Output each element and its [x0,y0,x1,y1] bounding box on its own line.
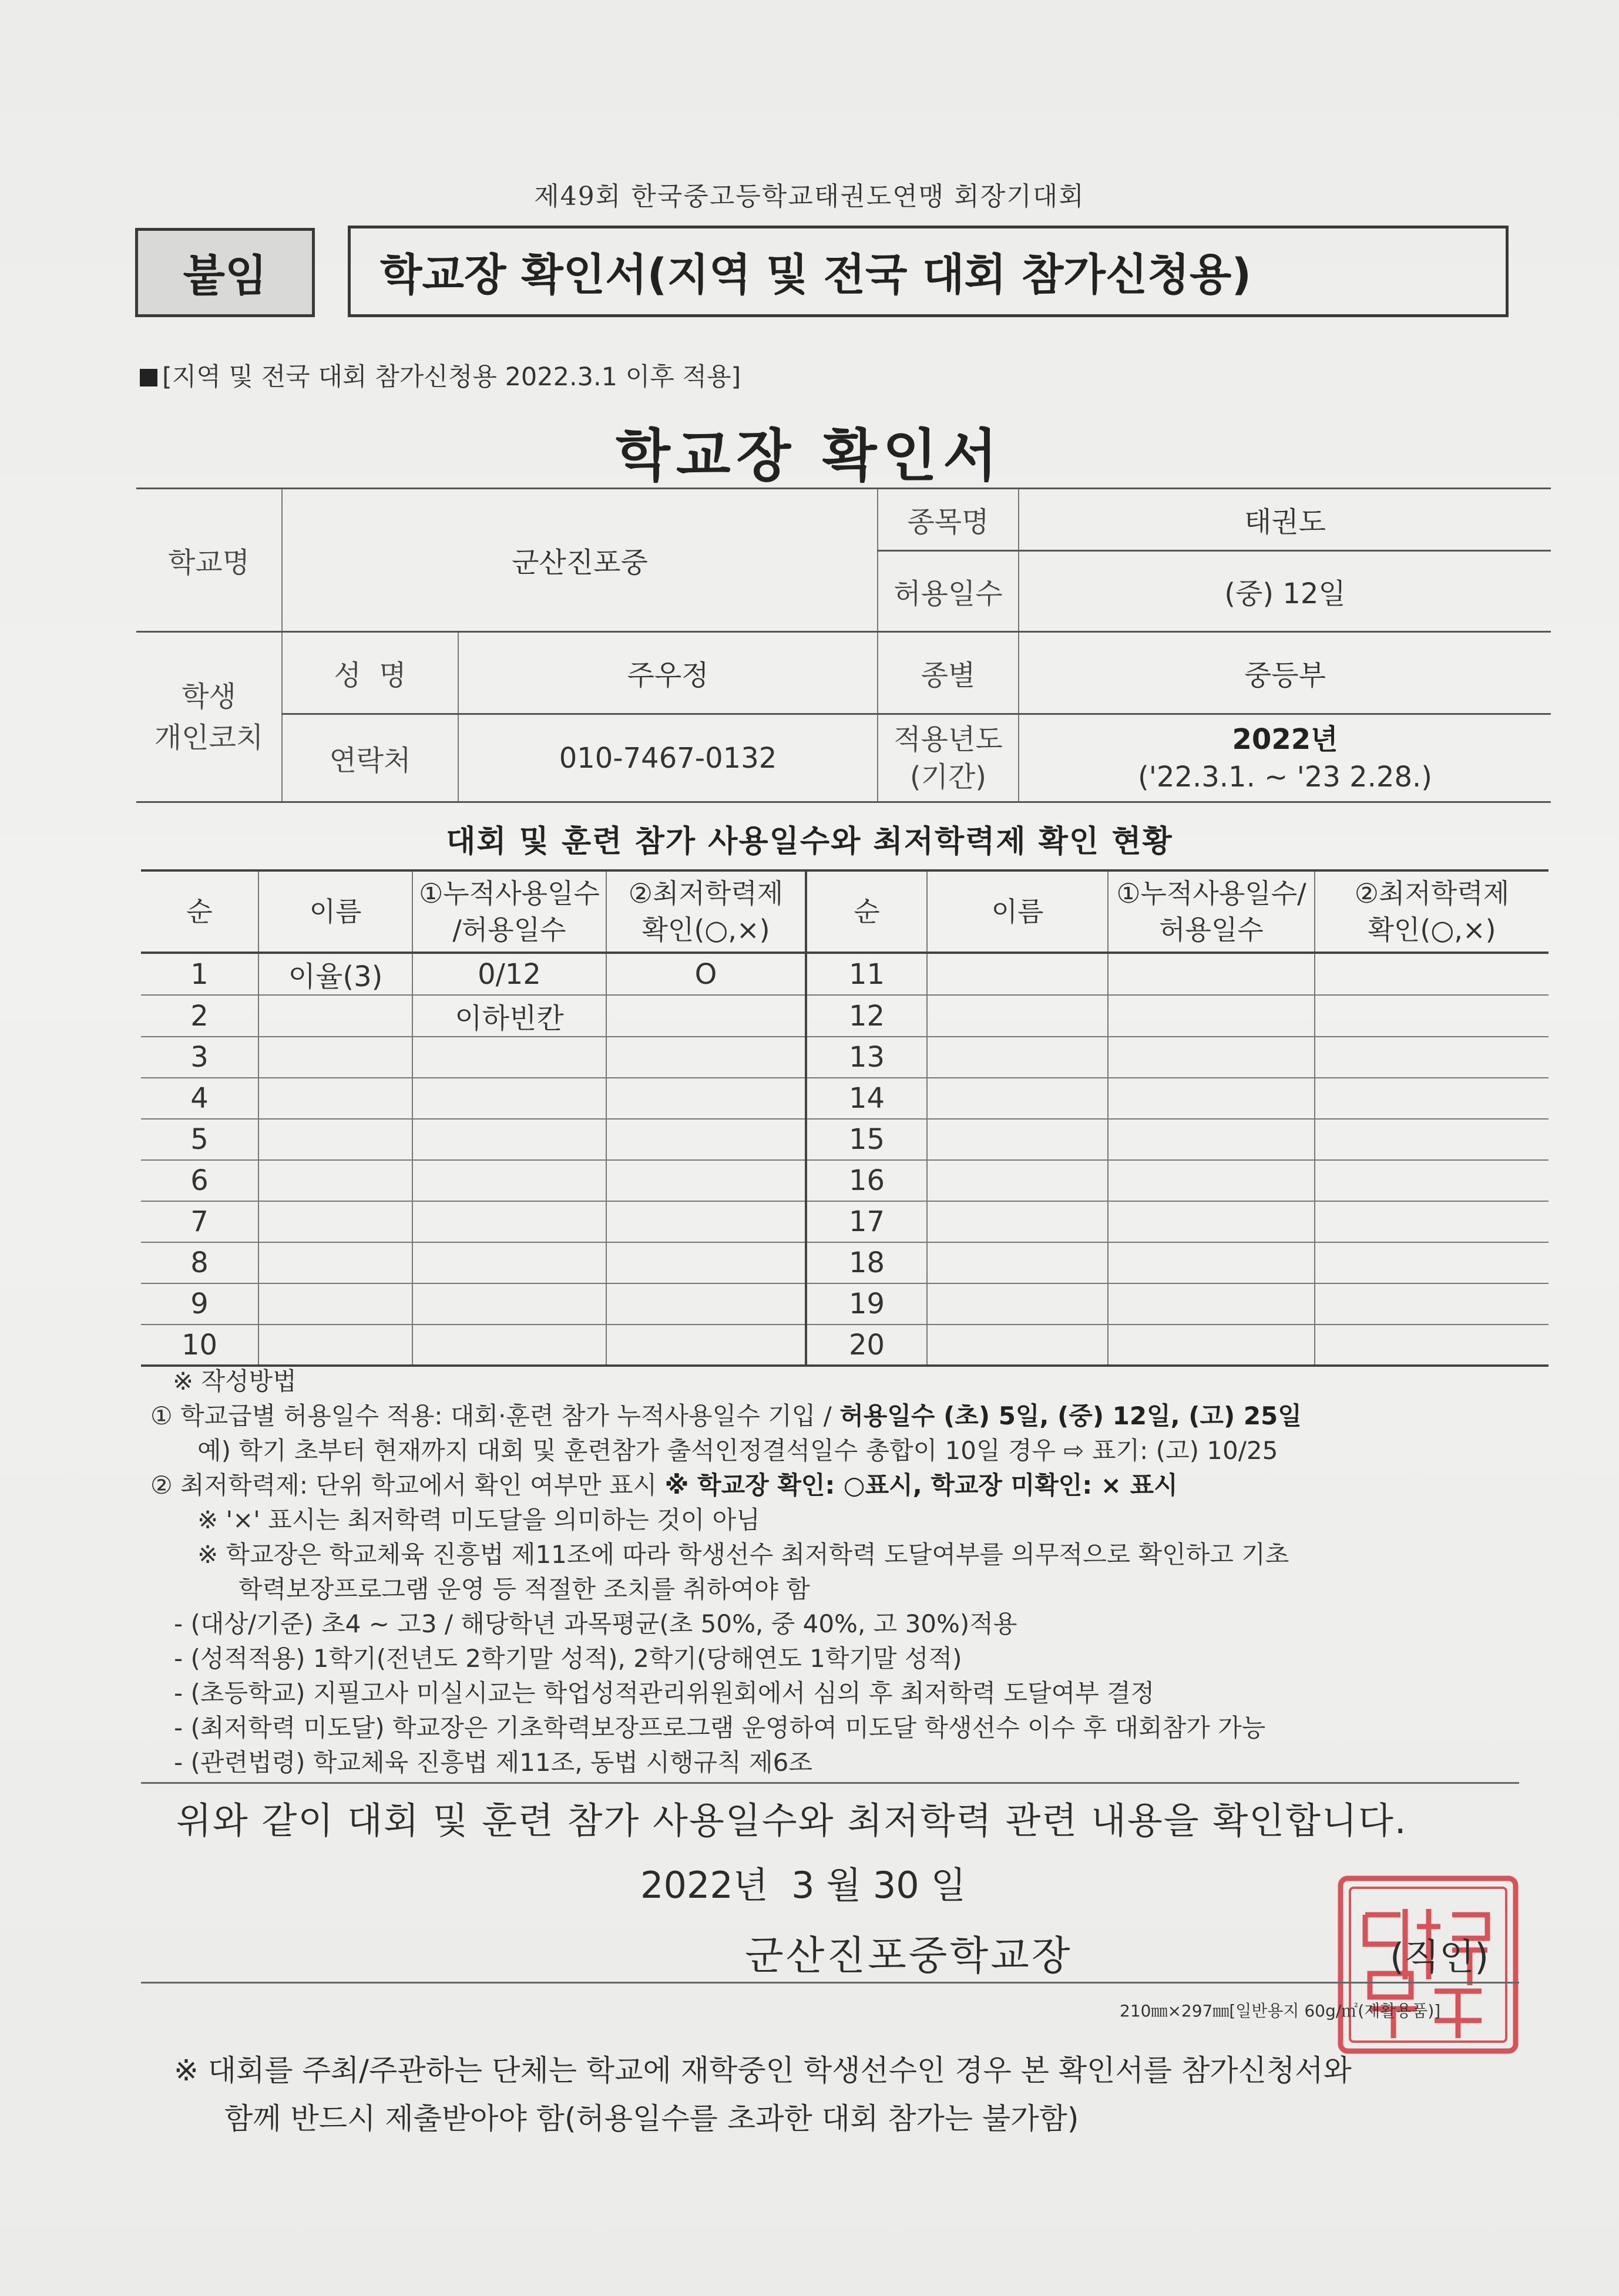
check-cell-right [1315,1037,1549,1078]
days-cell [412,1325,606,1366]
name-cell [258,1160,412,1201]
days-cell [412,1119,606,1160]
year-label-line2: (기간) [909,760,987,794]
note-2-principal-duty-cont: 학력보장프로그램 운영 등 적절한 조치를 취하여야 함 [239,1575,810,1603]
check-cell [606,1325,806,1366]
header-seq: 순 [141,870,258,953]
note-1-allowed-days: 허용일수 (초) 5일, (중) 12일, (고) 25일 [839,1401,1302,1430]
detail-target: - (대상/기준) 초4 ~ 고3 / 해당학년 과목평균(초 50%, 중 40%, 고 30%)적용 [174,1609,1017,1638]
confirmation-statement: 위와 같이 대회 및 훈련 참가 사용일수와 최저학력 관련 내용을 확인합니다. [176,1799,1408,1842]
note-2-principal-duty: ※ 학교장은 학교체육 진흥법 제11조에 따라 학생선수 최저학력 도달여부를 의무적으로 확인하고 기초 [197,1540,1289,1569]
note-1-example: 예) 학기 초부터 현재까지 대회 및 훈련참가 출석인정결석일수 총합이 10일 경우 ⇨ 표기: (고) 10/25 [197,1436,1278,1465]
name-cell [258,995,412,1037]
principal-title: 군산진포중학교장 [745,1933,1073,1979]
note-2-x-meaning: ※ '×' 표시는 최저학력 미도달을 의미하는 것이 아님 [197,1505,760,1534]
check-cell [606,995,806,1037]
days-cell [412,1283,606,1325]
page-title: 학교장 확인서 [616,423,1003,489]
header-days-right-line1: ①누적사용일수/ [1116,878,1306,909]
header-check-right [1315,870,1549,953]
header-days-right-line2: 허용일수 [1159,914,1264,946]
table-row [141,1037,1549,1078]
header-check-line2: 확인(○,×) [641,914,770,946]
coach-label-line1: 학생 [182,680,236,713]
days-cell-right [1108,995,1315,1037]
section-heading: 대회 및 훈련 참가 사용일수와 최저학력제 확인 현황 [446,824,1173,859]
name-cell [258,1119,412,1160]
event-value: 태권도 [1019,489,1551,551]
detail-not-reached: - (최저학력 미도달) 학교장은 기초학력보장프로그램 운영하여 미도달 학생선수 이수 후 대회참가 가능 [174,1713,1266,1742]
days-cell-right [1108,953,1315,995]
notes-header: ※ 작성방법 [173,1367,297,1396]
allowed-days-label: 허용일수 [878,551,1019,632]
name-cell-right [927,1283,1108,1325]
seq-cell: 9 [141,1283,258,1325]
days-cell: 이하빈칸 [412,995,606,1037]
contact-label: 연락처 [282,714,458,802]
name-cell-right [927,1160,1108,1201]
detail-law: - (관련법령) 학교체육 진흥법 제11조, 동법 시행규칙 제6조 [174,1748,812,1777]
days-cell [412,1078,606,1119]
info-table [136,488,1551,803]
note-2-marking: ※ 학교장 확인: ○표시, 학교장 미확인: × 표시 [664,1471,1178,1500]
table-row [141,1283,1549,1325]
period-value: ('22.3.1. ~ '23 2.28.) [1138,760,1432,794]
header-days-right [1108,870,1315,953]
header-check [606,870,806,953]
seq-cell-right: 19 [806,1283,927,1325]
allowed-days-value: (중) 12일 [1019,551,1551,632]
header-seq-right: 순 [806,870,927,953]
name-value: 주우정 [458,632,878,714]
category-label: 종별 [878,632,1019,714]
seal-label: (직인) [1390,1935,1489,1978]
name-cell [258,1242,412,1283]
table-row [141,1078,1549,1119]
days-cell-right [1108,1242,1315,1283]
year-value-cell [1019,714,1551,802]
detail-grades: - (성적적용) 1학기(전년도 2학기말 성적), 2학기(당해연도 1학기말 성적) [174,1644,962,1673]
signature-date: 2022년 3 월 30 일 [640,1864,966,1907]
application-note [140,357,741,393]
name-cell [258,1037,412,1078]
days-cell-right [1108,1037,1315,1078]
seq-cell-right: 20 [806,1325,927,1366]
name-label: 성 명 [282,632,458,714]
header-check-right-line2: 확인(○,×) [1368,914,1496,946]
seq-cell: 7 [141,1201,258,1242]
seq-cell-right: 15 [806,1119,927,1160]
event-label: 종목명 [878,489,1019,551]
name-cell-right [927,1201,1108,1242]
name-cell [258,1078,412,1119]
writing-instructions [150,1364,1537,1780]
seq-cell: 6 [141,1160,258,1201]
seq-cell-right: 17 [806,1201,927,1242]
header-name-right: 이름 [927,870,1108,953]
table-row [141,1242,1549,1283]
seq-cell-right: 11 [806,953,927,995]
paper-spec: 210㎜×297㎜[일반용지 60g/㎡(재활용품)] [1120,2001,1441,2021]
name-cell-right [927,953,1108,995]
seq-cell: 4 [141,1078,258,1119]
footer-line-1: ※ 대회를 주최/주관하는 단체는 학교에 재학중인 학생선수인 경우 본 확인서를 참가신청서와 [174,2053,1352,2087]
header-days [412,870,606,953]
table-row [141,995,1549,1037]
note-1-text: ① 학교급별 허용일수 적용: 대회·훈련 참가 누적사용일수 기입 / [150,1401,840,1430]
seq-cell: 5 [141,1119,258,1160]
event-title: 제49회 한국중고등학교태권도연맹 회장기대회 [534,181,1085,211]
check-cell [606,1119,806,1160]
days-cell-right [1108,1283,1315,1325]
seq-cell-right: 13 [806,1037,927,1078]
days-cell [412,1242,606,1283]
divider [141,1782,1519,1784]
table-row [141,953,1549,995]
check-cell-right [1315,1078,1549,1119]
name-cell-right [927,1242,1108,1283]
check-cell [606,1078,806,1119]
contact-value: 010-7467-0132 [458,714,878,802]
check-cell-right [1315,1325,1549,1366]
check-cell [606,1242,806,1283]
days-cell-right [1108,1201,1315,1242]
square-bullet-icon [140,369,157,386]
seq-cell: 2 [141,995,258,1037]
year-value: 2022년 [1232,722,1338,756]
check-cell-right [1315,1160,1549,1201]
name-cell [258,1201,412,1242]
seq-cell: 10 [141,1325,258,1366]
seq-cell: 1 [141,953,258,995]
table-row [141,1325,1549,1366]
check-cell [606,1283,806,1325]
days-cell [412,1037,606,1078]
document-box-title: 학교장 확인서(지역 및 전국 대회 참가신청용) [348,226,1509,317]
check-cell-right [1315,1119,1549,1160]
header-name: 이름 [258,870,412,953]
attachment-label: 붙임 [135,228,315,317]
name-cell-right [927,1325,1108,1366]
name-cell-right [927,1078,1108,1119]
table-row [141,1160,1549,1201]
check-cell-right [1315,1283,1549,1325]
footer-line-2: 함께 반드시 제출받아야 함(허용일수를 초과한 대회 참가는 불가함) [224,2102,1079,2136]
note-2-text: ② 최저학력제: 단위 학교에서 확인 여부만 표시 [150,1471,665,1500]
divider [141,1982,1519,1984]
header-days-line2: /허용일수 [452,914,566,946]
days-cell-right [1108,1119,1315,1160]
usage-table [141,869,1549,1367]
name-cell-right [927,1037,1108,1078]
coach-label [136,632,282,802]
detail-elementary: - (초등학교) 지필고사 미실시교는 학업성적관리위원회에서 심의 후 최저학력 도달여부 결정 [174,1679,1155,1707]
check-cell [606,1201,806,1242]
name-cell-right [927,1119,1108,1160]
seq-cell: 8 [141,1242,258,1283]
header-check-right-line1: ②최저학력제 [1354,878,1510,909]
school-name-value: 군산진포중 [282,489,878,632]
note-2 [150,1468,1537,1502]
seq-cell-right: 16 [806,1160,927,1201]
seq-cell: 3 [141,1037,258,1078]
name-cell [258,1283,412,1325]
header-days-line1: ①누적사용일수 [419,878,600,909]
name-cell-right [927,995,1108,1037]
seq-cell-right: 12 [806,995,927,1037]
note-1 [150,1399,1537,1433]
table-header-row [141,870,1549,953]
days-cell [412,1160,606,1201]
days-cell-right [1108,1325,1315,1366]
table-row [141,1201,1549,1242]
seq-cell-right: 14 [806,1078,927,1119]
coach-label-line2: 개인코치 [154,721,264,754]
category-value: 중등부 [1019,632,1551,714]
check-cell [606,1037,806,1078]
seq-cell-right: 18 [806,1242,927,1283]
header-check-line1: ②최저학력제 [628,878,784,909]
check-cell [606,1160,806,1201]
days-cell-right [1108,1160,1315,1201]
year-label-line1: 적용년도 [894,722,1003,756]
check-cell: O [606,953,806,995]
footer-notice [174,2046,1525,2143]
name-cell [258,1325,412,1366]
school-name-label: 학교명 [136,489,282,632]
check-cell-right [1315,953,1549,995]
days-cell-right [1108,1078,1315,1119]
table-row [141,1119,1549,1160]
days-cell: 0/12 [412,953,606,995]
check-cell-right [1315,1201,1549,1242]
name-cell: 이율(3) [258,953,412,995]
days-cell [412,1201,606,1242]
application-note-text: [지역 및 전국 대회 참가신청용 2022.3.1 이후 적용] [162,362,741,392]
check-cell-right [1315,1242,1549,1283]
year-label [878,714,1019,802]
check-cell-right [1315,995,1549,1037]
